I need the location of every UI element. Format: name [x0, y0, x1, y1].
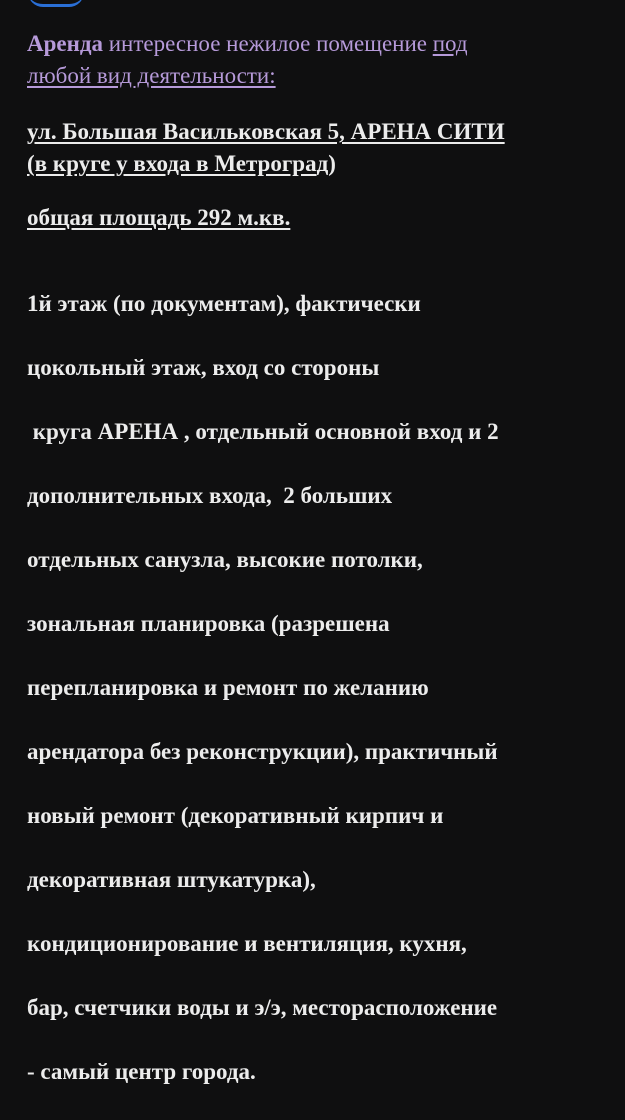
- description-line: новый ремонт (декоративный кирпич и: [27, 803, 444, 828]
- address-paragraph: [27, 116, 607, 180]
- description-line: зональная планировка (разрешена: [27, 611, 390, 636]
- description-line: бар, счетчики воды и э/э, месторасположение: [27, 995, 498, 1020]
- address-line-1[interactable]: ул. Большая Васильковская 5, АРЕНА СИТИ: [27, 119, 505, 144]
- description-line: арендатора без реконструкции), практичный: [27, 739, 498, 764]
- description-line: цокольный этаж, вход со стороны: [27, 355, 380, 380]
- intro-link-2[interactable]: любой вид деятельности:: [27, 63, 276, 88]
- intro-bold: Аренда: [27, 31, 103, 56]
- address-line-2-tail: д): [316, 151, 336, 176]
- description-line: кондиционирование и вентиляция, кухня,: [27, 931, 467, 956]
- description-line: - самый центр города.: [27, 1059, 256, 1084]
- intro-link-1[interactable]: под: [432, 31, 468, 56]
- description-line: дополнительных входа, 2 больших: [27, 483, 393, 508]
- description-line: 1й этаж (по документам), фактически: [27, 291, 421, 316]
- intro-text: интересное нежилое помещение: [103, 31, 433, 56]
- description-line: декоративная штукатурка),: [27, 867, 316, 892]
- description-line: перепланировка и ремонт по желанию: [27, 675, 429, 700]
- scroll-edge-indicator: [28, 0, 84, 7]
- description-paragraph: [27, 256, 607, 1120]
- intro-paragraph: [27, 28, 607, 92]
- message-body: [27, 28, 607, 1120]
- description-line: отдельных санузла, высокие потолки,: [27, 547, 423, 572]
- description-line: круга АРЕНА , отдельный основной вход и 2: [27, 419, 499, 444]
- address-line-2-link[interactable]: (в круге у входа в Метрогра: [27, 151, 317, 176]
- area-line[interactable]: общая площадь 292 м.кв.: [27, 205, 291, 230]
